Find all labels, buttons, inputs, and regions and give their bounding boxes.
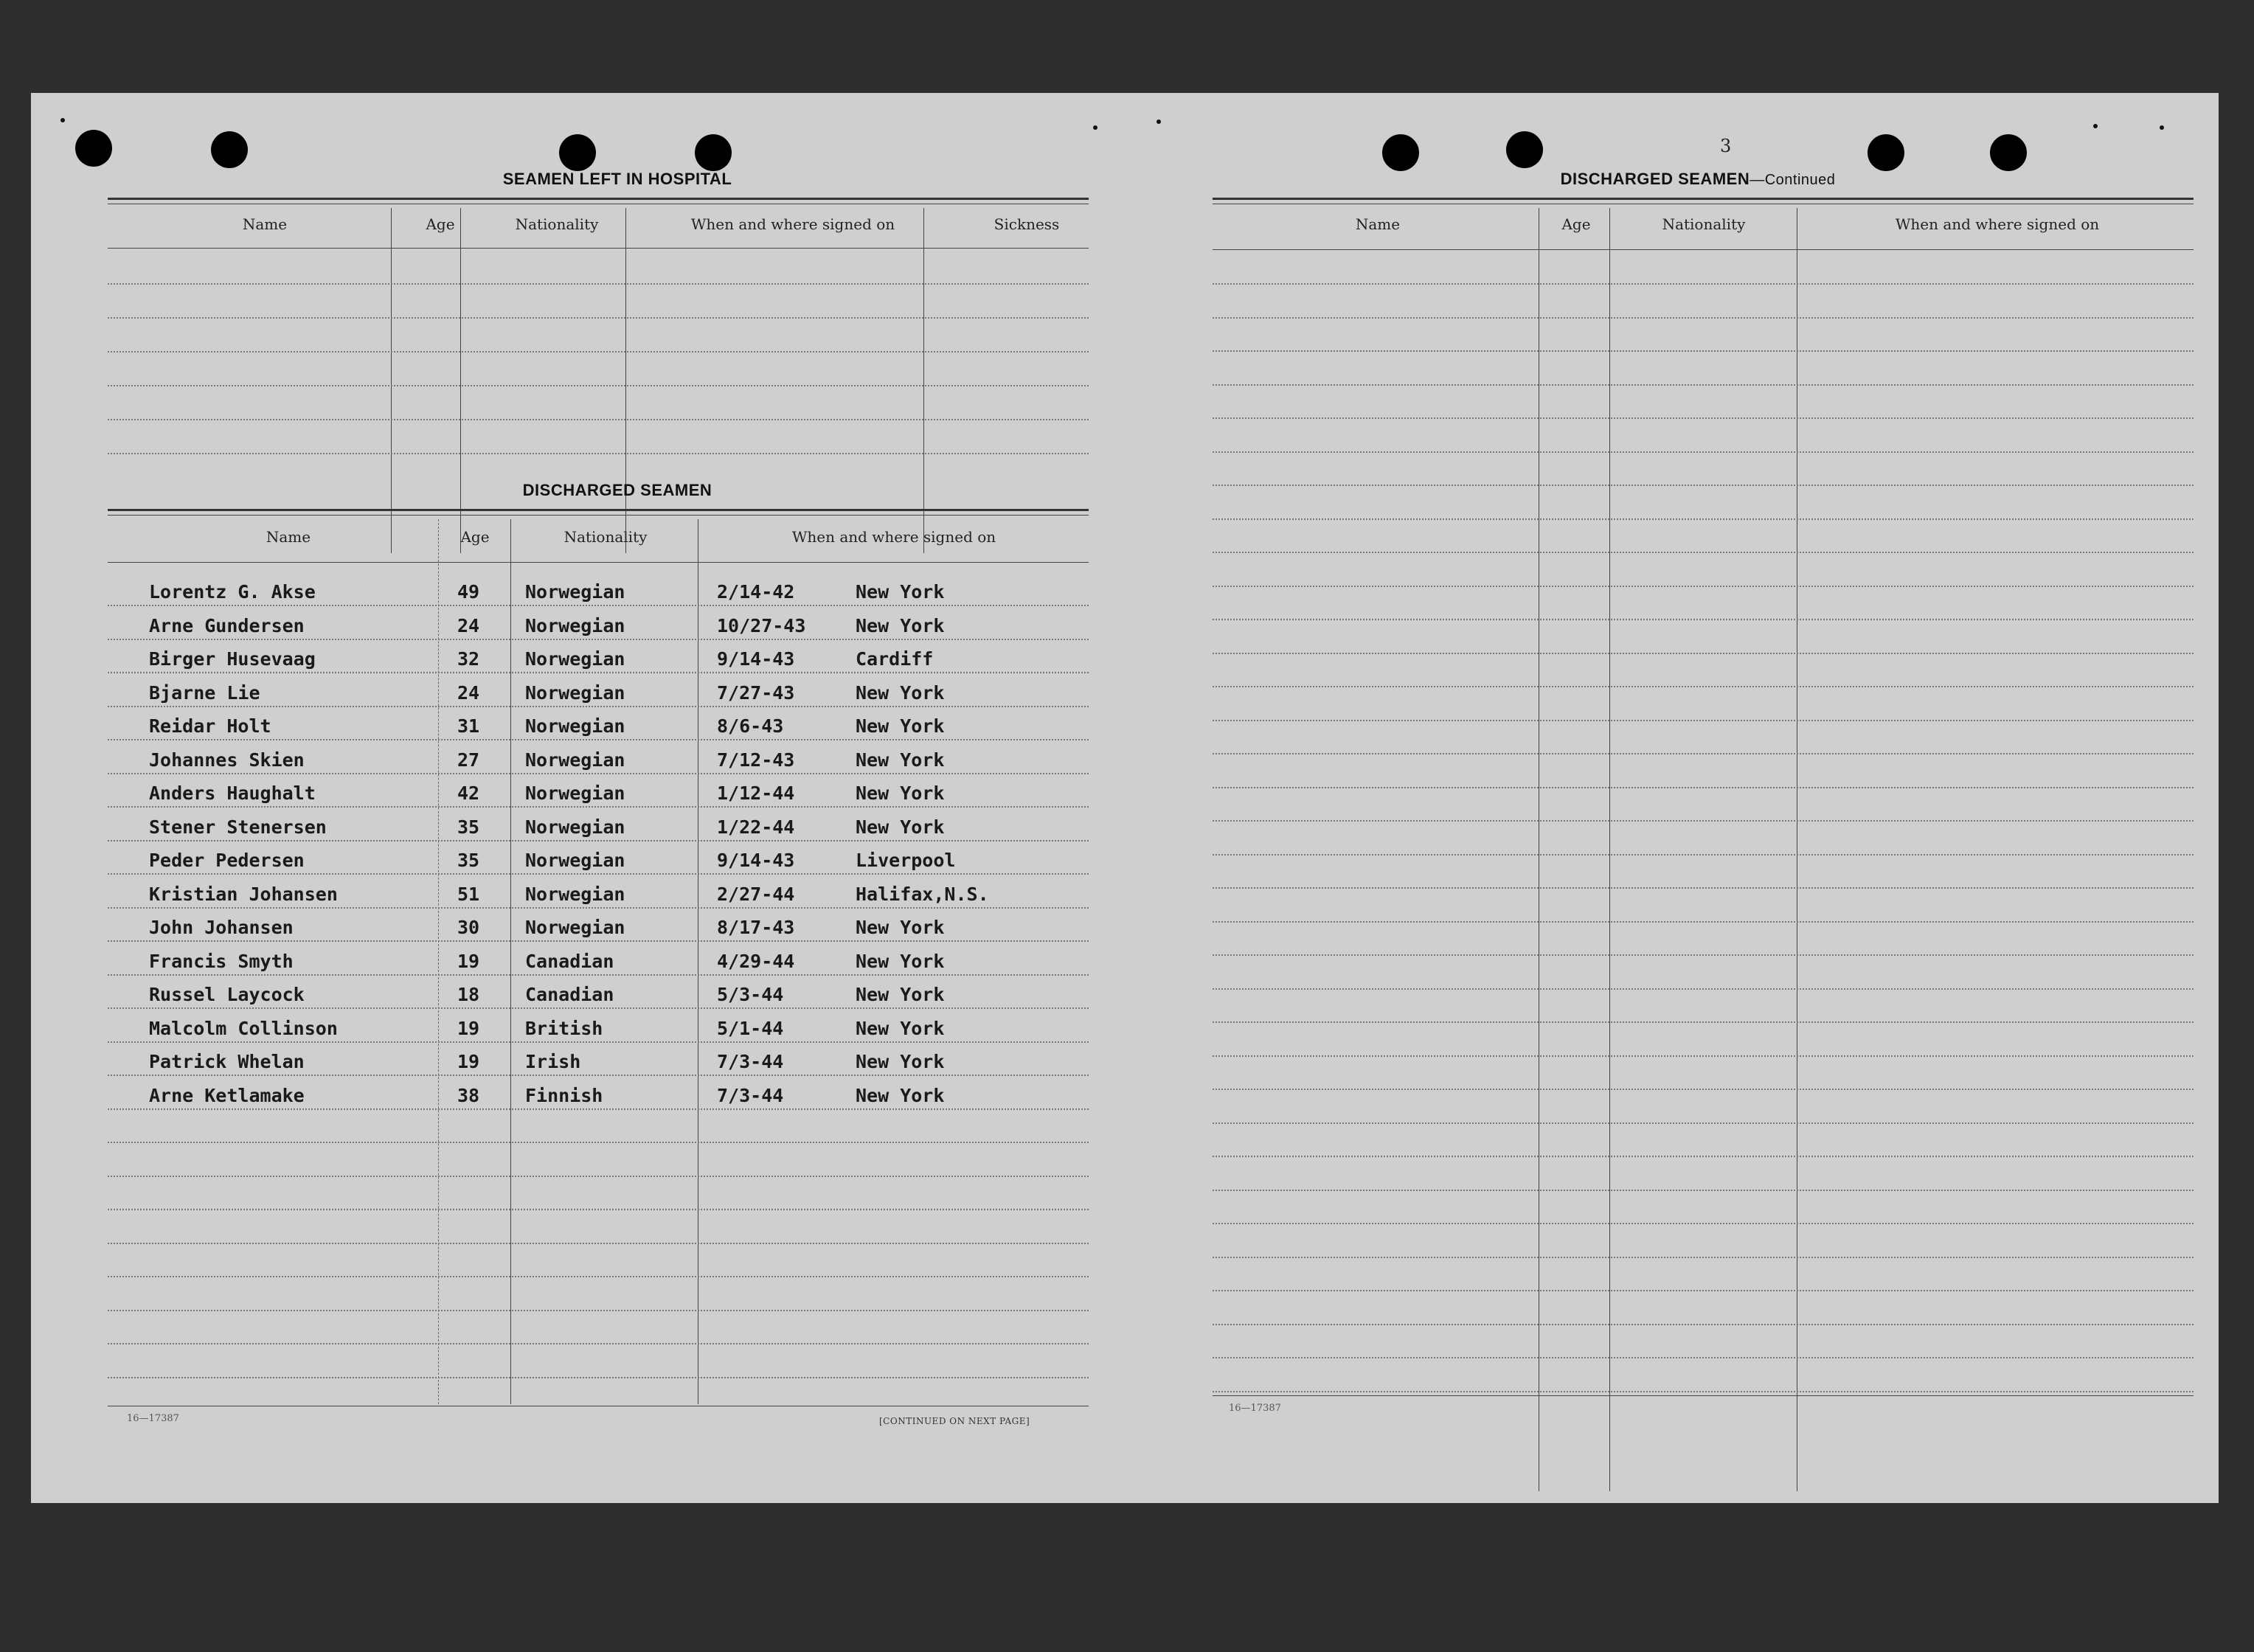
- entry-line: [108, 1142, 1089, 1143]
- punch-hole: [1868, 134, 1904, 171]
- entry-line: [1213, 586, 2194, 587]
- column-rule: [1609, 208, 1610, 1491]
- entry-line: [108, 1377, 1089, 1378]
- entry-line: [1213, 820, 2194, 822]
- entry-line: [108, 351, 1089, 353]
- signed-on-place: New York: [856, 1017, 945, 1039]
- discharged-header-age: Age: [460, 528, 490, 546]
- seaman-nationality: Norwegian: [525, 614, 625, 636]
- seaman-name: Birger Husevaag: [149, 648, 316, 670]
- signed-on-date: 5/3-44: [717, 984, 784, 1005]
- seaman-age: 31: [457, 715, 480, 737]
- entry-line: [1213, 1122, 2194, 1124]
- entry-line: [1213, 552, 2194, 553]
- seaman-nationality: Canadian: [525, 950, 614, 972]
- seaman-nationality: Norwegian: [525, 648, 625, 670]
- hospital-header-sickness: Sickness: [994, 215, 1060, 233]
- continued-note: [CONTINUED ON NEXT PAGE]: [879, 1416, 1030, 1426]
- signed-on-place: New York: [856, 816, 945, 838]
- speck: [60, 118, 65, 122]
- entry-line: [1213, 887, 2194, 889]
- rule: [108, 515, 1089, 516]
- punch-hole: [211, 131, 248, 168]
- entry-line: [1213, 787, 2194, 788]
- entry-line: [108, 1310, 1089, 1311]
- seaman-age: 38: [457, 1084, 480, 1106]
- seaman-age: 24: [457, 681, 480, 704]
- entry-line: [1213, 921, 2194, 923]
- signed-on-place: New York: [856, 782, 945, 804]
- table-row: [31, 816, 1093, 846]
- punch-hole: [1382, 134, 1419, 171]
- seaman-nationality: Norwegian: [525, 816, 625, 838]
- punch-hole: [559, 134, 596, 171]
- table-row: [31, 581, 1093, 611]
- rule: [1213, 198, 2194, 200]
- speck: [2093, 124, 2098, 128]
- seaman-nationality: Norwegian: [525, 917, 625, 938]
- entry-line: [108, 1276, 1089, 1277]
- signed-on-place: Liverpool: [856, 850, 956, 871]
- continued-header-name: Name: [1355, 215, 1401, 233]
- table-row: [31, 615, 1093, 645]
- seaman-name: Peder Pedersen: [149, 850, 305, 871]
- rule: [108, 509, 1089, 511]
- signed-on-place: New York: [856, 950, 945, 972]
- signed-on-place: Halifax,N.S.: [856, 883, 989, 905]
- seaman-name: Bjarne Lie: [149, 681, 260, 704]
- entry-line: [1213, 1357, 2194, 1358]
- seaman-age: 35: [457, 850, 480, 871]
- seaman-age: 19: [457, 1051, 480, 1072]
- entry-line: [1213, 1290, 2194, 1291]
- document-sheet: [31, 93, 2219, 1503]
- seaman-nationality: British: [525, 1017, 603, 1039]
- continued-header-nationality: Nationality: [1662, 215, 1746, 233]
- table-row: [31, 850, 1093, 879]
- entry-line: [1213, 988, 2194, 990]
- header-underline: [108, 248, 1089, 249]
- speck: [2160, 125, 2164, 130]
- discharged-section-title: DISCHARGED SEAMEN: [522, 481, 712, 499]
- rule: [108, 198, 1089, 200]
- table-row: [31, 984, 1093, 1013]
- entry-line: [1213, 1223, 2194, 1224]
- signed-on-place: New York: [856, 1051, 945, 1072]
- seaman-name: Reidar Holt: [149, 715, 271, 737]
- signed-on-place: New York: [856, 917, 945, 938]
- table-row: [31, 749, 1093, 779]
- seaman-nationality: Norwegian: [525, 782, 625, 804]
- discharged-header-name: Name: [266, 528, 311, 546]
- punch-hole: [1506, 131, 1543, 168]
- entry-line: [1213, 619, 2194, 620]
- signed-on-place: New York: [856, 715, 945, 737]
- signed-on-date: 1/12-44: [717, 782, 795, 804]
- entry-line: [1213, 954, 2194, 956]
- seaman-age: 27: [457, 749, 480, 771]
- seaman-nationality: Norwegian: [525, 715, 625, 737]
- hospital-header-name: Name: [242, 215, 288, 233]
- seaman-name: Patrick Whelan: [149, 1051, 305, 1072]
- seaman-name: Anders Haughalt: [149, 782, 316, 804]
- signed-on-date: 9/14-43: [717, 850, 795, 871]
- seaman-nationality: Norwegian: [525, 581, 625, 603]
- signed-on-date: 9/14-43: [717, 648, 795, 670]
- entry-line: [1213, 518, 2194, 520]
- title-continued: —Continued: [1750, 172, 1836, 188]
- entry-line: [1213, 1021, 2194, 1023]
- entry-line: [1213, 854, 2194, 856]
- table-row: [31, 1018, 1093, 1047]
- signed-on-date: 2/27-44: [717, 883, 795, 905]
- signed-on-date: 8/17-43: [717, 917, 795, 938]
- entry-line: [1213, 384, 2194, 386]
- hospital-header-signed-on: When and where signed on: [690, 215, 895, 233]
- header-underline: [1213, 249, 2194, 250]
- entry-line: [1213, 1156, 2194, 1157]
- table-row: [31, 951, 1093, 980]
- entry-line: [1213, 283, 2194, 285]
- entry-line: [108, 1343, 1089, 1344]
- table-bottom-rule: [1213, 1395, 2194, 1396]
- speck: [1093, 125, 1097, 130]
- entry-line: [108, 1243, 1089, 1244]
- column-rule: [923, 208, 924, 553]
- signed-on-date: 8/6-43: [717, 715, 784, 737]
- header-underline: [108, 562, 1089, 563]
- signed-on-date: 2/14-42: [717, 581, 795, 603]
- signed-on-date: 10/27-43: [717, 614, 806, 636]
- signed-on-date: 7/3-44: [717, 1084, 784, 1106]
- column-rule: [460, 208, 461, 553]
- entry-line: [108, 385, 1089, 386]
- seaman-nationality: Finnish: [525, 1084, 603, 1106]
- seaman-age: 42: [457, 782, 480, 804]
- seaman-name: Stener Stenersen: [149, 816, 327, 838]
- entry-line: [108, 453, 1089, 454]
- continued-header-age: Age: [1561, 215, 1591, 233]
- entry-line: [1213, 317, 2194, 319]
- signed-on-date: 5/1-44: [717, 1017, 784, 1039]
- seaman-nationality: Norwegian: [525, 681, 625, 704]
- table-row: [31, 782, 1093, 812]
- seaman-age: 49: [457, 581, 480, 603]
- hospital-header-nationality: Nationality: [515, 215, 599, 233]
- entry-line: [1213, 417, 2194, 419]
- seaman-age: 51: [457, 883, 480, 905]
- signed-on-date: 7/12-43: [717, 749, 795, 771]
- entry-line: [108, 283, 1089, 285]
- seaman-age: 32: [457, 648, 480, 670]
- page-number: 3: [1720, 136, 1732, 156]
- title-main: DISCHARGED SEAMEN: [1560, 170, 1750, 188]
- signed-on-place: New York: [856, 1084, 945, 1106]
- signed-on-place: New York: [856, 984, 945, 1005]
- seaman-name: Johannes Skien: [149, 749, 305, 771]
- seaman-name: Kristian Johansen: [149, 883, 338, 905]
- seaman-age: 19: [457, 950, 480, 972]
- hospital-section-title: SEAMEN LEFT IN HOSPITAL: [502, 170, 732, 188]
- entry-line: [1213, 1391, 2194, 1392]
- seaman-name: Francis Smyth: [149, 950, 294, 972]
- entry-line: [108, 1176, 1089, 1177]
- punch-hole: [75, 130, 112, 167]
- table-row: [31, 884, 1093, 913]
- seaman-nationality: Norwegian: [525, 850, 625, 871]
- continued-header-signed-on: When and where signed on: [1895, 215, 2100, 233]
- form-number: 16—17387: [1229, 1403, 1281, 1414]
- table-row: [31, 715, 1093, 745]
- punch-hole: [695, 134, 732, 171]
- discharged-header-nationality: Nationality: [564, 528, 648, 546]
- hospital-header-age: Age: [426, 215, 455, 233]
- discharged-header-signed-on: When and where signed on: [791, 528, 996, 546]
- speck: [1157, 119, 1161, 124]
- signed-on-place: New York: [856, 749, 945, 771]
- entry-line: [108, 1209, 1089, 1210]
- signed-on-date: 4/29-44: [717, 950, 795, 972]
- entry-line: [1213, 1190, 2194, 1191]
- signed-on-place: Cardiff: [856, 648, 934, 670]
- seaman-name: Malcolm Collinson: [149, 1017, 338, 1039]
- entry-line: [1213, 350, 2194, 352]
- column-rule: [391, 208, 392, 553]
- entry-line: [108, 317, 1089, 319]
- seaman-name: Arne Gundersen: [149, 614, 305, 636]
- entry-line: [1213, 1257, 2194, 1258]
- seaman-name: Arne Ketlamake: [149, 1084, 305, 1106]
- form-number: 16—17387: [127, 1413, 179, 1424]
- entry-line: [1213, 686, 2194, 687]
- seaman-age: 19: [457, 1017, 480, 1039]
- signed-on-date: 7/27-43: [717, 681, 795, 704]
- entry-line: [1213, 653, 2194, 654]
- punch-hole: [1990, 134, 2027, 171]
- table-row: [31, 682, 1093, 712]
- seaman-age: 24: [457, 614, 480, 636]
- table-row: [31, 1051, 1093, 1080]
- entry-line: [1213, 1089, 2194, 1090]
- seaman-nationality: Norwegian: [525, 749, 625, 771]
- signed-on-place: New York: [856, 581, 945, 603]
- table-row: [31, 1085, 1093, 1114]
- column-rule: [625, 208, 626, 553]
- entry-line: [1213, 485, 2194, 486]
- entry-line: [1213, 720, 2194, 721]
- seaman-age: 35: [457, 816, 480, 838]
- entry-line: [108, 419, 1089, 420]
- seaman-name: John Johansen: [149, 917, 294, 938]
- seaman-age: 30: [457, 917, 480, 938]
- entry-line: [1213, 1324, 2194, 1325]
- seaman-nationality: Norwegian: [525, 883, 625, 905]
- signed-on-date: 7/3-44: [717, 1051, 784, 1072]
- entry-line: [1213, 1055, 2194, 1057]
- seaman-nationality: Canadian: [525, 984, 614, 1005]
- discharged-continued-title: [1506, 170, 1890, 189]
- seaman-age: 18: [457, 984, 480, 1005]
- entry-line: [1213, 753, 2194, 754]
- seaman-nationality: Irish: [525, 1051, 581, 1072]
- table-row: [31, 917, 1093, 946]
- signed-on-date: 1/22-44: [717, 816, 795, 838]
- entry-line: [1213, 451, 2194, 453]
- seaman-name: Russel Laycock: [149, 984, 305, 1005]
- signed-on-place: New York: [856, 614, 945, 636]
- table-row: [31, 648, 1093, 678]
- seaman-name: Lorentz G. Akse: [149, 581, 316, 603]
- signed-on-place: New York: [856, 681, 945, 704]
